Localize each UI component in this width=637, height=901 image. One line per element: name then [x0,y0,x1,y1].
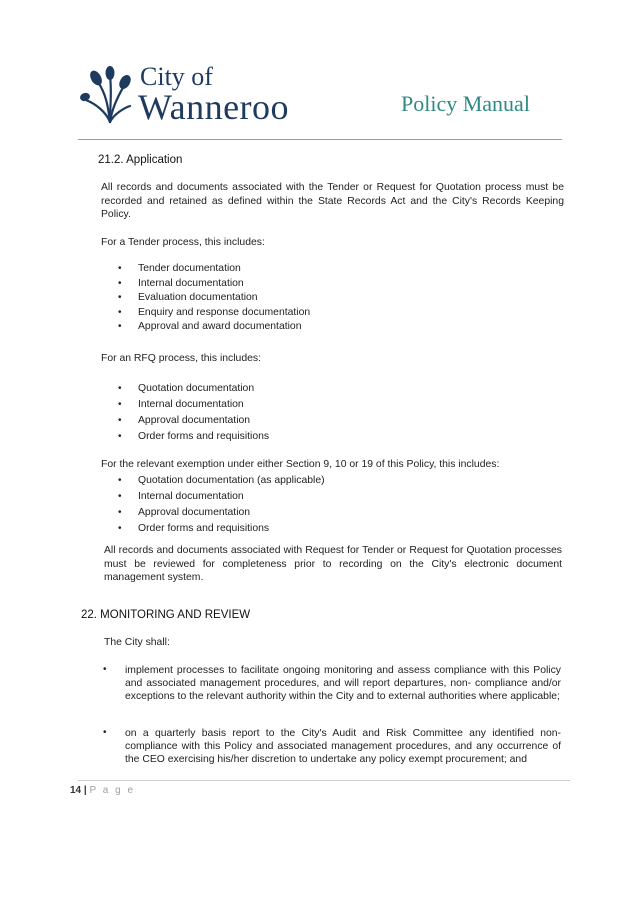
monitoring-intro: The City shall: [104,637,170,648]
section-21-2-heading: 21.2. Application [98,154,183,166]
header-divider [78,139,562,140]
monitoring-item: implement processes to facilitate ongoing monitoring and assess compliance with this Policy and associated management procedures, and will report departures, non- compliance and/or exceptions to the relevant authority within the City and to external authorities where applicable; [125,665,561,703]
monitoring-item: on a quarterly basis report to the City's Audit and Risk Committee any identified non- compliance with this Policy and associated management procedures, and any occurrence of the CEO exercising his/her discretion to undertake any policy exempt procurement; and [125,728,561,766]
section-22-heading: 22. MONITORING AND REVIEW [81,609,251,621]
exemption-list [118,473,548,537]
logo-city-text: City of [140,62,213,91]
bullet-icon: • [103,727,107,738]
page-label: P a g e [89,785,136,796]
list-item: • Internal documentation [118,397,548,413]
rfq-list [118,381,548,445]
bullet-icon: • [103,664,107,675]
exemption-intro-paragraph: For the relevant exemption under either Section 9, 10 or 19 of this Policy, this includes: [101,459,500,470]
list-item: • Internal documentation [118,277,548,292]
list-item: • Quotation documentation [118,381,548,397]
application-intro-paragraph: All records and documents associated with the Tender or Request for Quotation process must be recorded and retained as defined within the State Records Act and the City's Records Keeping Policy. [101,182,564,220]
page-number: 14 [70,785,82,796]
list-item: • Tender documentation [118,262,548,277]
footer-divider [78,780,570,781]
rfq-intro-paragraph: For an RFQ process, this includes: [101,353,261,364]
tender-list [118,262,548,335]
closing-paragraph: All records and documents associated with Request for Tender or Request for Quotation processes must be reviewed for completeness prior to recording on the City's electronic document management system. [104,545,562,583]
wanneroo-logo-icon [80,66,132,124]
list-item: • Quotation documentation (as applicable) [118,473,548,489]
list-item: • Order forms and requisitions [118,429,548,445]
footer-separator: | [83,785,87,796]
list-item: • Order forms and requisitions [118,521,548,537]
list-item: • Internal documentation [118,489,548,505]
list-item: • Evaluation documentation [118,291,548,306]
manual-title: Policy Manual [401,91,530,116]
tender-intro-paragraph: For a Tender process, this includes: [101,237,265,248]
list-item: • Approval and award documentation [118,320,548,335]
list-item: • Enquiry and response documentation [118,306,548,321]
logo-name-text: Wanneroo [138,87,290,127]
list-item: • Approval documentation [118,505,548,521]
list-item: • Approval documentation [118,413,548,429]
page-footer [70,785,135,796]
